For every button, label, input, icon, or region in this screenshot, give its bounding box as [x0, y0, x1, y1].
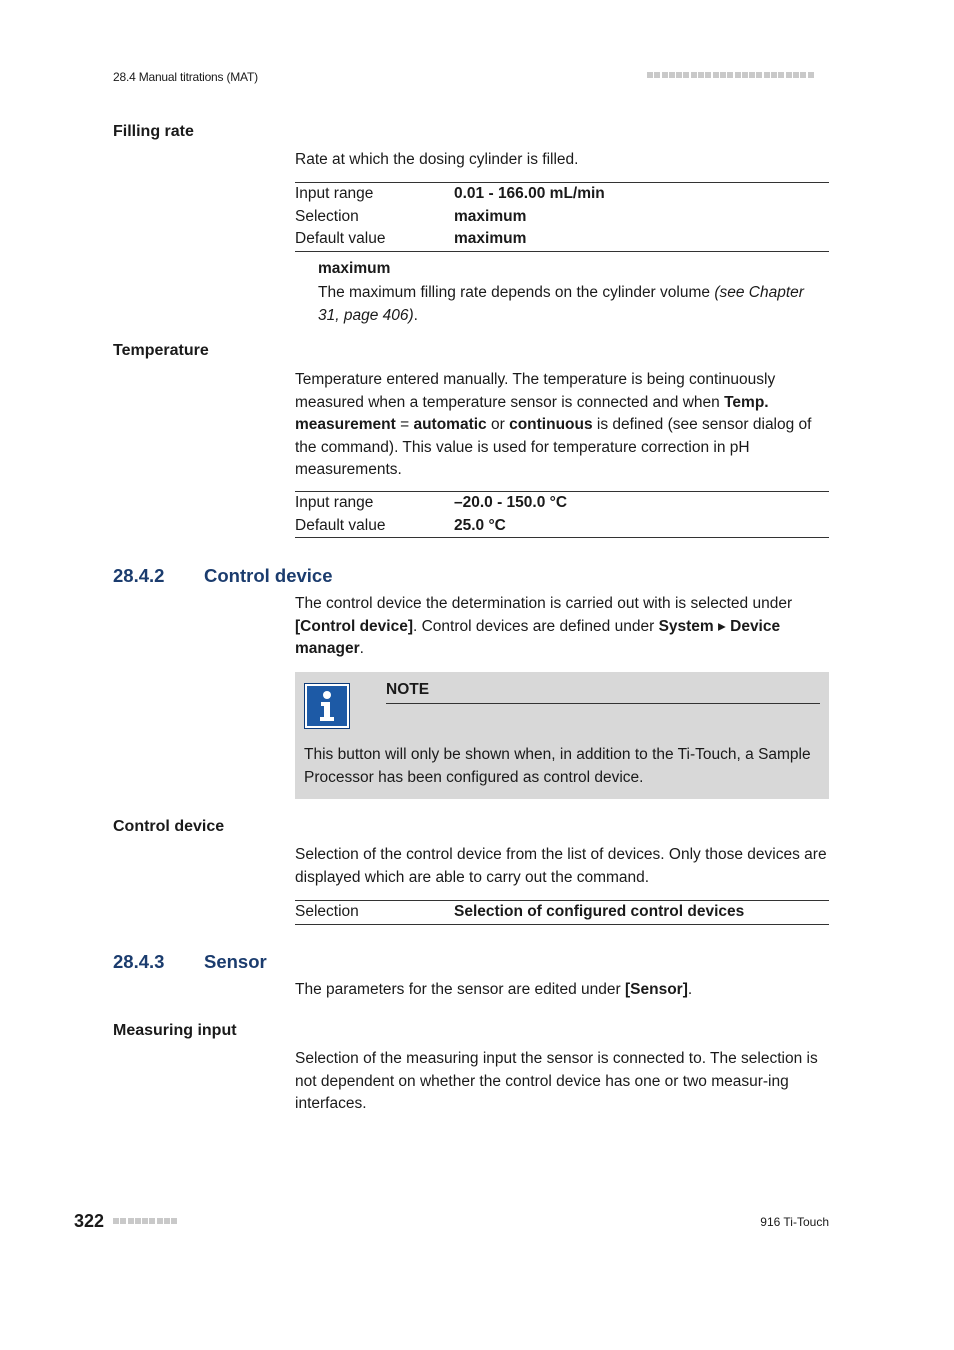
option-text: The maximum filling rate depends on the cylinder volume [318, 284, 715, 301]
header-dots-decoration [647, 72, 829, 80]
text: = [395, 416, 414, 433]
note-box [295, 672, 829, 799]
section-number: 28.4.2 [113, 565, 165, 586]
bold-term: automatic [413, 416, 487, 433]
table-row [295, 901, 829, 925]
bold-term: [Control device] [295, 617, 413, 635]
text: Temperature entered manually. The temperature is being continuously measured when a temperature sensor is connected and when [295, 371, 776, 411]
row-key: Selection [295, 903, 359, 920]
row-value: 0.01 - 166.00 mL/min [454, 185, 605, 202]
row-value: 25.0 °C [454, 516, 506, 534]
section-heading-sensor [0, 951, 954, 975]
option-description-maximum [318, 282, 829, 327]
row-key: Selection [295, 207, 359, 225]
section-number: 28.4.3 [113, 951, 165, 972]
filling-rate-table [295, 182, 829, 252]
footer-dots-decoration [113, 1218, 185, 1226]
control-device-table [295, 900, 829, 925]
sensor-description [295, 979, 829, 1002]
option-title-maximum: maximum [318, 260, 391, 277]
text: The control device the determination is carried out with is selected under [295, 595, 793, 612]
section-title: Control device [204, 565, 333, 586]
option-text-end: . [413, 306, 418, 324]
table-row [295, 183, 829, 206]
param-title-temperature: Temperature [113, 342, 209, 359]
text: . [687, 981, 693, 998]
row-key: Default value [295, 516, 386, 534]
text: is defined (see sensor dialog of the command). This value is used for temperature correction in pH measurements. [295, 416, 812, 478]
menu-arrow: ▸ [713, 617, 731, 635]
filling-rate-description: Rate at which the dosing cylinder is filled. [295, 151, 579, 168]
running-header: 28.4 Manual titrations (MAT) [113, 70, 258, 84]
text: . [359, 640, 364, 657]
chapter-reference-link[interactable]: (see Chapter 31, page 406) [318, 284, 804, 324]
control-device-param-description: Selection of the control device from the list of devices. Only those devices are displayed which are able to carry out the command. [295, 846, 827, 886]
bold-term: Device manager [295, 617, 781, 657]
bold-term: Temp. measurement [295, 393, 769, 433]
text: The parameters for the sensor are edited under [295, 981, 625, 998]
text: or [486, 416, 510, 433]
row-key: Default value [295, 230, 386, 247]
bold-term: [Sensor] [625, 981, 688, 998]
control-device-description [295, 593, 829, 661]
param-title-measuring-input: Measuring input [113, 1022, 237, 1039]
note-text: This button will only be shown when, in addition to the Ti-Touch, a Sample Processor has been configured as control device. [304, 746, 811, 786]
note-divider [386, 703, 820, 704]
row-value: maximum [454, 230, 527, 247]
temperature-table [295, 491, 829, 538]
measuring-input-description: Selection of the measuring input the sensor is connected to. The selection is not dependent on whether the control device has one or two measur-ing interfaces. [295, 1050, 818, 1112]
text: . Control devices are defined under [412, 617, 659, 635]
bold-term: System [658, 617, 714, 635]
page-number: 322 [74, 1211, 105, 1231]
section-heading-control-device [0, 565, 954, 589]
row-value: Selection of configured control devices [454, 903, 745, 920]
table-row [295, 515, 829, 538]
bold-term: continuous [509, 416, 593, 433]
row-key: Input range [295, 185, 374, 202]
table-row [295, 228, 829, 251]
table-row [295, 206, 829, 229]
param-title-filling-rate: Filling rate [113, 123, 194, 140]
info-icon [304, 683, 350, 729]
table-row [295, 492, 829, 515]
row-value: –20.0 - 150.0 °C [454, 494, 568, 511]
section-title: Sensor [204, 951, 267, 972]
note-title: NOTE [386, 681, 430, 698]
param-title-control-device: Control device [113, 818, 225, 835]
row-value: maximum [454, 207, 527, 225]
row-key: Input range [295, 494, 374, 511]
temperature-description [295, 369, 829, 482]
product-name: 916 Ti-Touch [760, 1215, 829, 1229]
